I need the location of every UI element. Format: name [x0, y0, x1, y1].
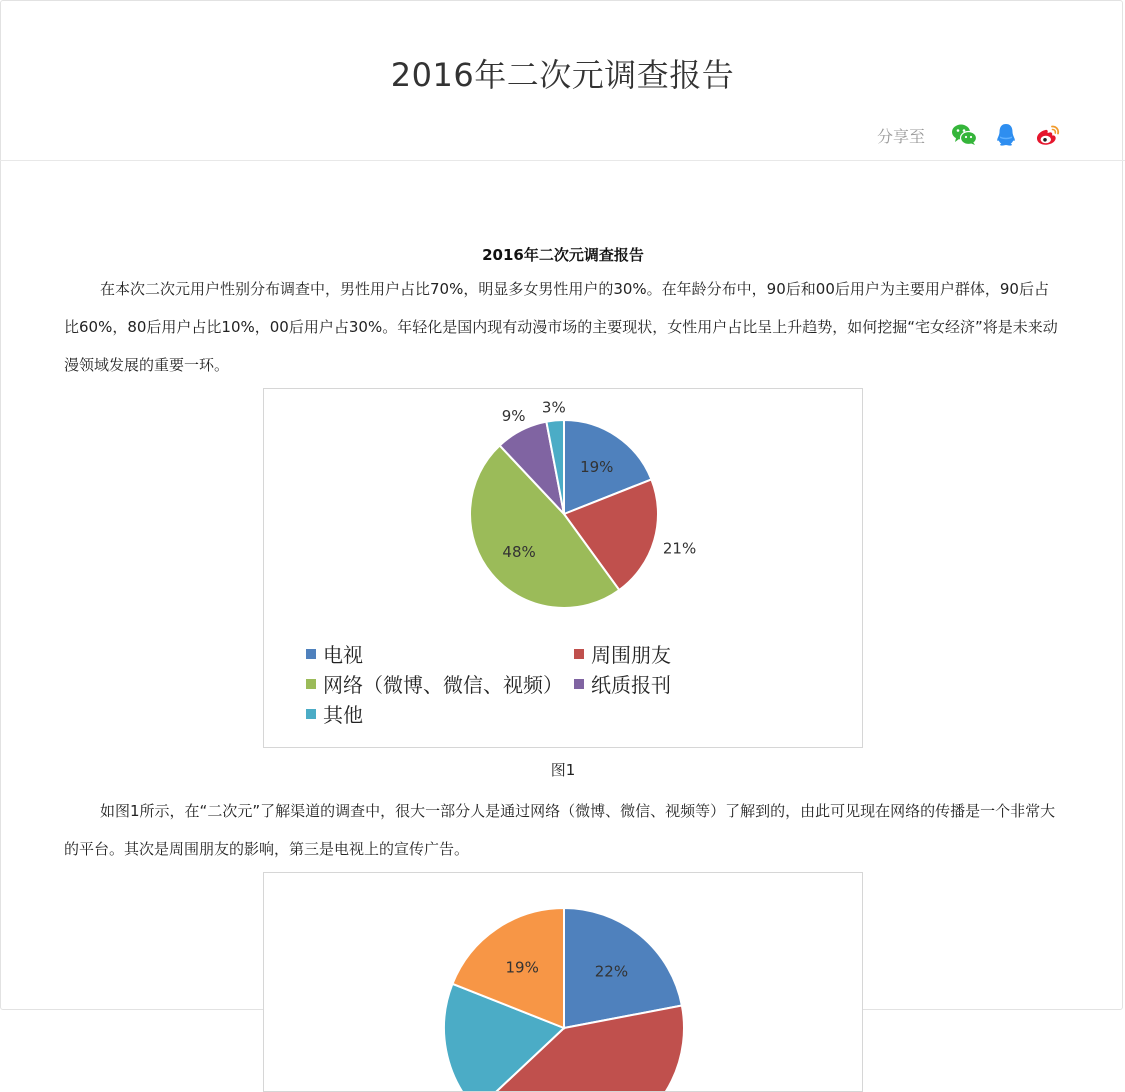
data-label-3: 9%: [501, 407, 526, 426]
share-label: 分享至: [876, 126, 925, 146]
page-title: 2016年二次元调查报告: [390, 56, 735, 94]
data-label-0: 19%: [580, 457, 614, 476]
figure-1-caption: 图1: [550, 761, 576, 779]
legend-label-2: 网络（微博、微信、视频）: [323, 673, 563, 697]
legend-swatch-0: [306, 649, 316, 659]
data-label-1: 21%: [662, 539, 697, 558]
legend-swatch-3: [574, 679, 584, 689]
channel-pie-chart: [264, 389, 862, 747]
figure-2: [263, 872, 863, 1092]
paragraph-gender-age: 在本次二次元用户性别分布调查中，男性用户占比70%，明显多女男性用户的30%。在年龄分布中，90后和00后用户为主要用户群体，90后占比60%，80后用户占比10%，00后用户占30%。年轻化是国内现有动漫市场的主要现状，女性用户占比呈上升趋势，如何挖掘“宅女经济”将是未来动漫领域发展的重要一环。: [64, 280, 1058, 374]
legend-swatch-1: [574, 649, 584, 659]
article-body: [64, 240, 1062, 1092]
data-label-3: 19%: [505, 958, 539, 977]
qq-icon[interactable]: [991, 120, 1021, 150]
article-heading: 2016年二次元调查报告: [482, 246, 644, 264]
article-header: [0, 0, 1125, 161]
weibo-icon[interactable]: [1033, 120, 1063, 150]
share-bar: [877, 120, 1063, 150]
legend-swatch-4: [306, 709, 316, 719]
paragraph-channels: 如图1所示，在“二次元”了解渠道的调查中，很大一部分人是通过网络（微博、微信、视频等）了解到的，由此可见现在网络的传播是一个非常大的平台。其次是周围朋友的影响，第三是电视上的宣传广告。: [64, 802, 1056, 858]
legend-swatch-2: [306, 679, 316, 689]
wechat-icon[interactable]: [949, 120, 979, 150]
legend-label-4: 其他: [323, 703, 363, 727]
legend-label-3: 纸质报刊: [591, 673, 671, 697]
data-label-4: 3%: [541, 398, 566, 417]
legend-label-0: 电视: [323, 643, 363, 667]
data-label-2: 48%: [502, 543, 536, 562]
second-pie-chart: [264, 873, 862, 1091]
figure-1: [263, 388, 863, 748]
data-label-0: 22%: [594, 962, 629, 981]
legend-label-1: 周围朋友: [591, 643, 671, 667]
